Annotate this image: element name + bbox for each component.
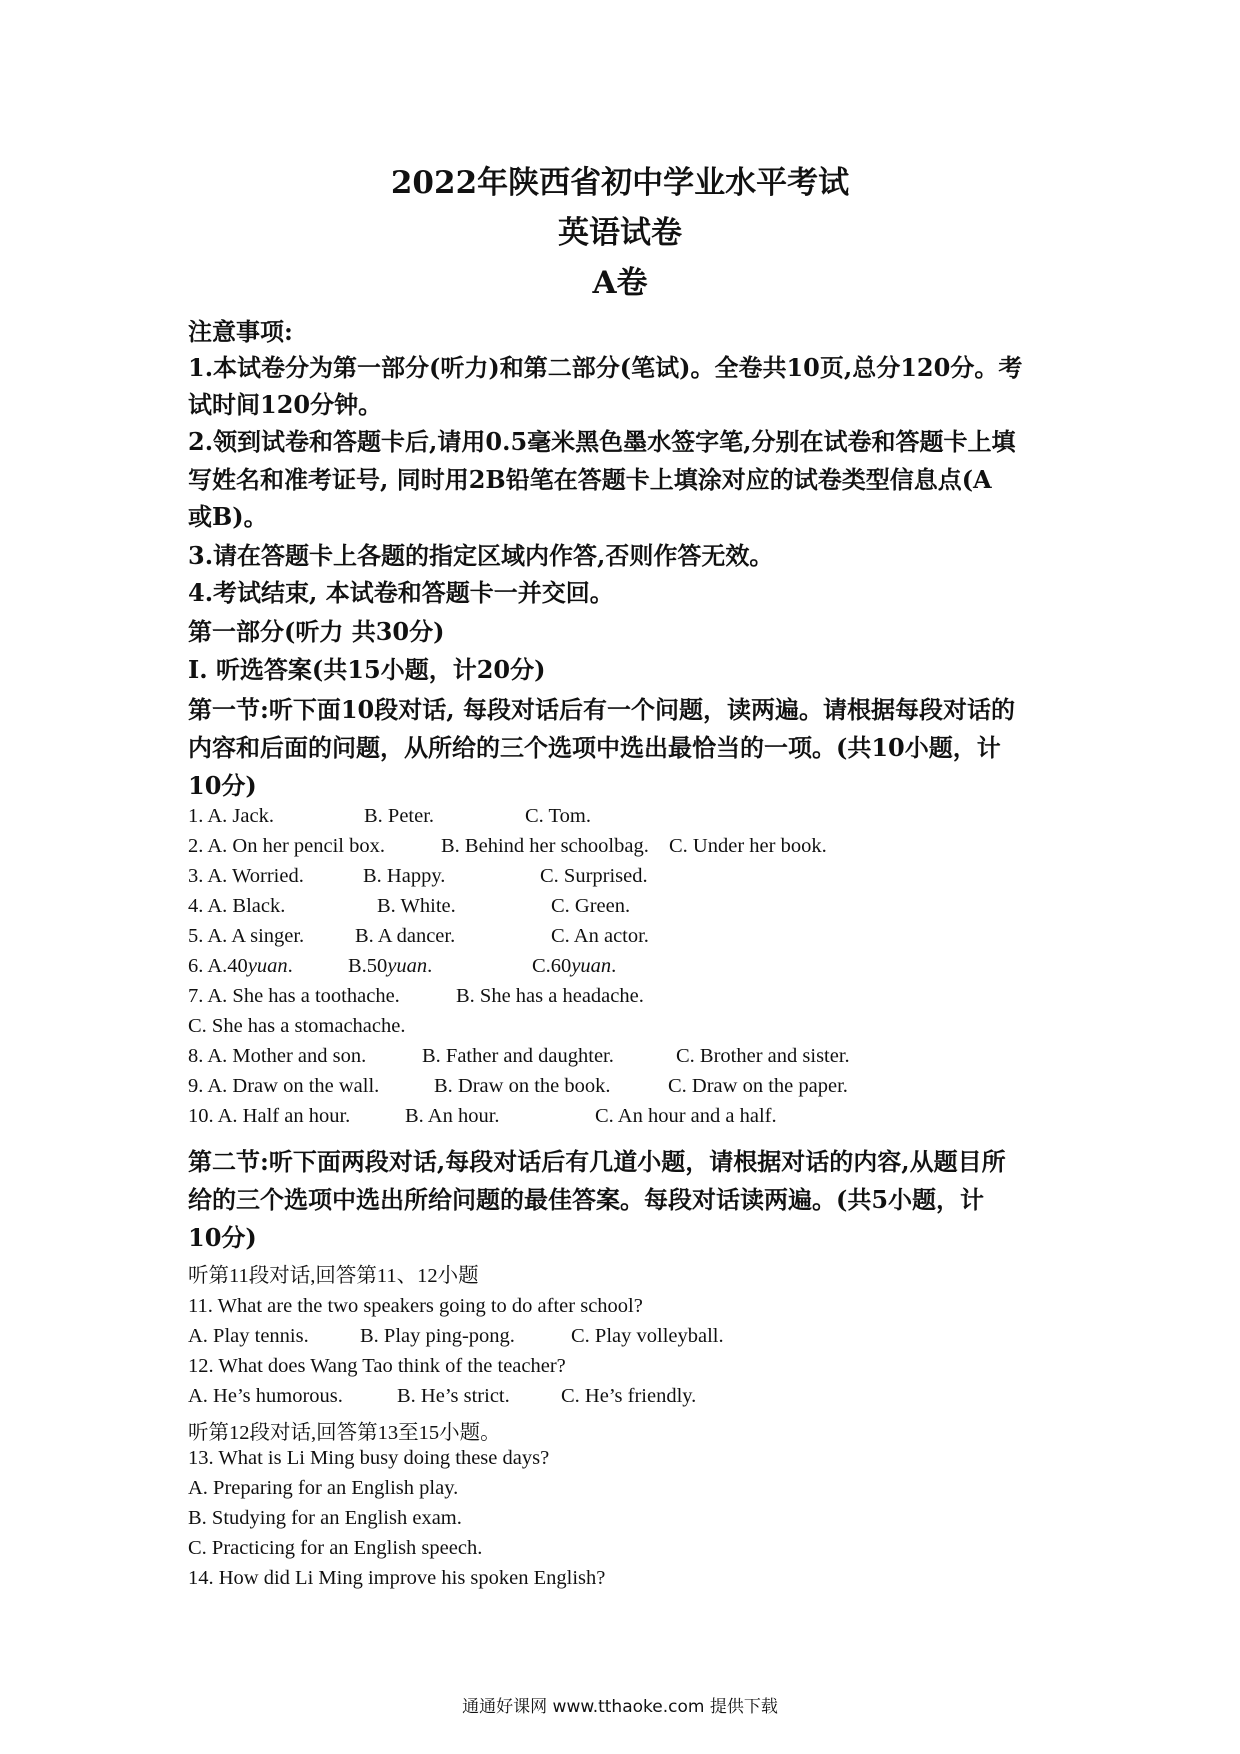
question-10: [188, 1105, 777, 1128]
part1-heading: 第一部分(听力 共30分): [188, 617, 445, 646]
option-c: C. Draw on the paper.: [668, 1075, 848, 1097]
sec1-instruction: 10分): [188, 771, 257, 800]
question-9: [188, 1075, 848, 1098]
question-2: [188, 835, 827, 858]
option-b: B. He’s strict.: [397, 1385, 510, 1407]
question-6: [188, 955, 616, 978]
option-b: B. Behind her schoolbag.: [441, 835, 649, 857]
option-b: B.50yuan.: [348, 955, 433, 977]
sec2-instruction: 给的三个选项中选出所给问题的最佳答案。每段对话读两遍。(共5小题，计: [188, 1185, 985, 1214]
sec1-instruction: 内容和后面的问题，从所给的三个选项中选出最恰当的一项。(共10小题，计: [188, 733, 1001, 762]
dialog-11-heading: 听第11段对话,回答第11、12小题: [188, 1265, 479, 1287]
question-11: 11. What are the two speakers going to do after school?: [188, 1295, 643, 1317]
question-1: [188, 805, 591, 828]
option-b: B. Peter.: [364, 805, 435, 827]
option-c: C. An hour and a half.: [595, 1105, 777, 1127]
page-footer: 通通好课网 www.tthaoke.com 提供下载: [462, 1697, 778, 1717]
option-a: 7. A. She has a toothache.: [188, 985, 400, 1007]
option-a: A. He’s humorous.: [188, 1385, 343, 1407]
option-a: 10. A. Half an hour.: [188, 1105, 351, 1127]
option-c: C. Under her book.: [669, 835, 827, 857]
notes-line: 1.本试卷分为第一部分(听力)和第二部分(笔试)。全卷共10页,总分120分。考: [188, 353, 1023, 382]
notes-heading: 注意事项:: [188, 317, 293, 346]
option-a: 3. A. Worried.: [188, 865, 304, 887]
notes-line: 4.考试结束, 本试卷和答题卡一并交回。: [188, 578, 614, 607]
question-7-option-c: C. She has a stomachache.: [188, 1015, 406, 1037]
question-11-options: [188, 1325, 724, 1348]
question-13-option-a: A. Preparing for an English play.: [188, 1477, 459, 1499]
option-a: 5. A. A singer.: [188, 925, 305, 947]
option-b: B. Play ping-pong.: [360, 1325, 515, 1347]
option-b: B. Father and daughter.: [422, 1045, 614, 1067]
notes-line: 写姓名和准考证号, 同时用2B铅笔在答题卡上填涂对应的试卷类型信息点(A: [188, 465, 992, 494]
option-c: C. Play volleyball.: [571, 1325, 724, 1347]
question-13: 13. What is Li Ming busy doing these days?: [188, 1447, 550, 1469]
option-c: C. Brother and sister.: [676, 1045, 850, 1067]
paper-label: A卷: [592, 265, 648, 301]
question-5: [188, 925, 649, 948]
option-c: C. Tom.: [525, 805, 591, 827]
question-4: [188, 895, 630, 918]
sec2-instruction: 10分): [188, 1223, 257, 1252]
option-a: 1. A. Jack.: [188, 805, 274, 827]
option-a: 2. A. On her pencil box.: [188, 835, 385, 857]
option-c: C.60yuan.: [532, 955, 617, 977]
option-a: 6. A.40yuan.: [188, 955, 293, 977]
sec2-instruction: 第二节:听下面两段对话,每段对话后有几道小题，请根据对话的内容,从题目所: [188, 1147, 1006, 1176]
question-13-option-b: B. Studying for an English exam.: [188, 1507, 462, 1529]
option-b: B. She has a headache.: [456, 985, 644, 1007]
option-a: 8. A. Mother and son.: [188, 1045, 367, 1067]
sec1-instruction: 第一节:听下面10段对话, 每段对话后有一个问题，读两遍。请根据每段对话的: [188, 695, 1015, 724]
question-3: [188, 865, 648, 888]
question-12-options: [188, 1385, 696, 1408]
question-12: 12. What does Wang Tao think of the teacher?: [188, 1355, 566, 1377]
option-b: B. Draw on the book.: [434, 1075, 611, 1097]
exam-title: 2022年陕西省初中学业水平考试: [390, 165, 850, 201]
question-13-option-c: C. Practicing for an English speech.: [188, 1537, 483, 1559]
exam-subtitle: 英语试卷: [558, 215, 682, 251]
option-a: A. Play tennis.: [188, 1325, 309, 1347]
option-b: B. White.: [377, 895, 456, 917]
option-a: 4. A. Black.: [188, 895, 286, 917]
section-title: I. 听选答案(共15小题，计20分): [188, 655, 546, 684]
option-b: B. A dancer.: [355, 925, 456, 947]
notes-line: 2.领到试卷和答题卡后,请用0.5毫米黑色墨水签字笔,分别在试卷和答题卡上填: [188, 427, 1016, 456]
question-7: [188, 985, 644, 1008]
dialog-12-heading: 听第12段对话,回答第13至15小题。: [188, 1422, 501, 1444]
option-a: 9. A. Draw on the wall.: [188, 1075, 380, 1097]
option-b: B. Happy.: [363, 865, 446, 887]
option-c: C. An actor.: [551, 925, 649, 947]
question-14: 14. How did Li Ming improve his spoken English?: [188, 1567, 606, 1589]
option-b: B. An hour.: [405, 1105, 500, 1127]
notes-line: 3.请在答题卡上各题的指定区域内作答,否则作答无效。: [188, 541, 774, 570]
option-c: C. Surprised.: [540, 865, 648, 887]
option-c: C. Green.: [551, 895, 631, 917]
notes-line: 试时间120分钟。: [188, 390, 383, 419]
question-8: [188, 1045, 850, 1068]
notes-line: 或B)。: [188, 502, 268, 531]
option-c: C. He’s friendly.: [561, 1385, 697, 1407]
